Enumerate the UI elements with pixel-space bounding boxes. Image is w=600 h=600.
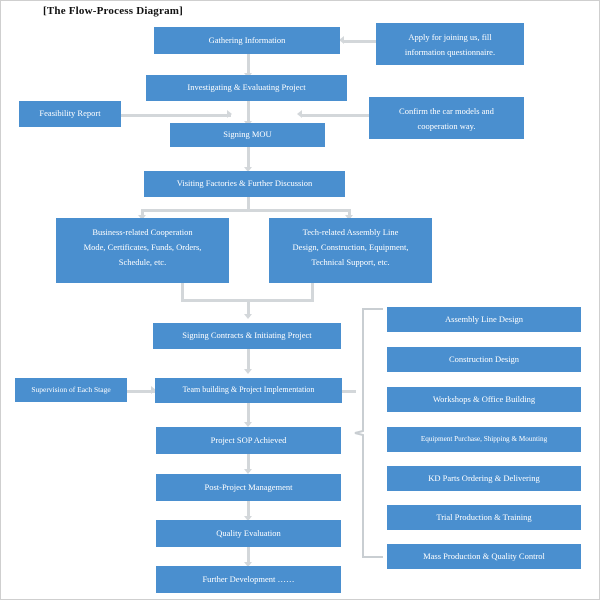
node-signing-mou[interactable] bbox=[170, 123, 325, 147]
node-feasibility-report[interactable] bbox=[19, 101, 121, 127]
connector-n4-n5 bbox=[121, 114, 231, 117]
connector-n1-n3 bbox=[247, 53, 250, 75]
connector-n6-n5 bbox=[301, 114, 369, 117]
node-label: KD Parts Ordering & Delivering bbox=[428, 472, 540, 483]
node-project-sop-achieved[interactable] bbox=[156, 427, 341, 454]
node-investigating-evaluating-project[interactable] bbox=[146, 75, 347, 101]
node-label-line2: Mode, Certificates, Funds, Orders, bbox=[83, 241, 202, 252]
node-business-related-cooperation[interactable] bbox=[56, 218, 229, 283]
connector-split-bar bbox=[141, 209, 351, 212]
node-team-building-project-implementation[interactable] bbox=[155, 378, 342, 403]
node-label: Further Development …… bbox=[202, 573, 295, 584]
arrow-n10-n12 bbox=[244, 369, 252, 374]
node-label: Mass Production & Quality Control bbox=[423, 550, 545, 561]
connector-n2-n1 bbox=[344, 40, 376, 43]
node-workshops-office-building[interactable] bbox=[387, 387, 581, 412]
node-label: Post-Project Management bbox=[204, 481, 293, 492]
node-label: Workshops & Office Building bbox=[432, 393, 536, 404]
node-label: Investigating & Evaluating Project bbox=[187, 82, 306, 93]
node-assembly-line-design[interactable] bbox=[387, 307, 581, 332]
node-label-line1: Apply for joining us, fill bbox=[408, 32, 492, 42]
node-label-line2: cooperation way. bbox=[417, 120, 476, 131]
node-quality-evaluation[interactable] bbox=[156, 520, 341, 547]
node-label-line1: Business-related Cooperation bbox=[92, 227, 193, 237]
node-further-development[interactable] bbox=[156, 566, 341, 593]
arrow-n4-n5 bbox=[227, 110, 232, 118]
connector-n3-n5 bbox=[247, 101, 250, 123]
node-label-line3: Schedule, etc. bbox=[118, 256, 167, 267]
node-label: Quality Evaluation bbox=[216, 527, 281, 538]
node-label: Visiting Factories & Further Discussion bbox=[176, 178, 313, 189]
node-label: Signing MOU bbox=[223, 129, 272, 140]
connector-n10-n12 bbox=[247, 349, 250, 371]
node-trial-production-training[interactable] bbox=[387, 505, 581, 530]
node-tech-related-assembly-line[interactable] bbox=[269, 218, 432, 283]
node-label-line1: Confirm the car models and bbox=[399, 106, 494, 116]
node-label-line3: Technical Support, etc. bbox=[311, 256, 390, 267]
node-gathering-information[interactable] bbox=[154, 27, 340, 54]
node-kd-parts-ordering-delivering[interactable] bbox=[387, 466, 581, 491]
node-label: Supervision of Each Stage bbox=[31, 385, 111, 395]
node-post-project-management[interactable] bbox=[156, 474, 341, 501]
node-label: Feasibility Report bbox=[39, 108, 101, 119]
node-supervision-of-each-stage[interactable] bbox=[15, 378, 127, 402]
node-visiting-factories[interactable] bbox=[144, 171, 345, 197]
node-mass-production-quality-control[interactable] bbox=[387, 544, 581, 569]
arrow-merge-n10 bbox=[244, 314, 252, 319]
node-label-line1: Tech-related Assembly Line bbox=[302, 227, 399, 237]
node-label-line2: Design, Construction, Equipment, bbox=[292, 241, 409, 252]
node-confirm-car-models[interactable] bbox=[369, 97, 524, 139]
node-signing-contracts-initiating-project[interactable] bbox=[153, 323, 341, 349]
connector-n5-n7 bbox=[247, 147, 250, 169]
node-label: Assembly Line Design bbox=[445, 313, 523, 324]
node-label: Team building & Project Implementation bbox=[182, 385, 315, 395]
node-label-line2: information questionnaire. bbox=[404, 46, 496, 57]
node-label: Equipment Purchase, Shipping & Mounting bbox=[420, 434, 548, 443]
node-label: Construction Design bbox=[448, 353, 520, 364]
node-equipment-purchase-shipping-mounting[interactable] bbox=[387, 427, 581, 452]
right-column-brace bbox=[353, 307, 387, 559]
node-label: Trial Production & Training bbox=[436, 511, 532, 522]
diagram-title: [The Flow-Process Diagram] bbox=[43, 5, 184, 17]
node-label: Gathering Information bbox=[208, 34, 286, 45]
node-construction-design[interactable] bbox=[387, 347, 581, 372]
node-label: Signing Contracts & Initiating Project bbox=[182, 330, 312, 341]
connector-n12-brace bbox=[342, 390, 356, 393]
node-label: Project SOP Achieved bbox=[210, 434, 287, 445]
arrow-n6-n5 bbox=[297, 110, 302, 118]
node-apply-for-joining[interactable] bbox=[376, 23, 524, 65]
